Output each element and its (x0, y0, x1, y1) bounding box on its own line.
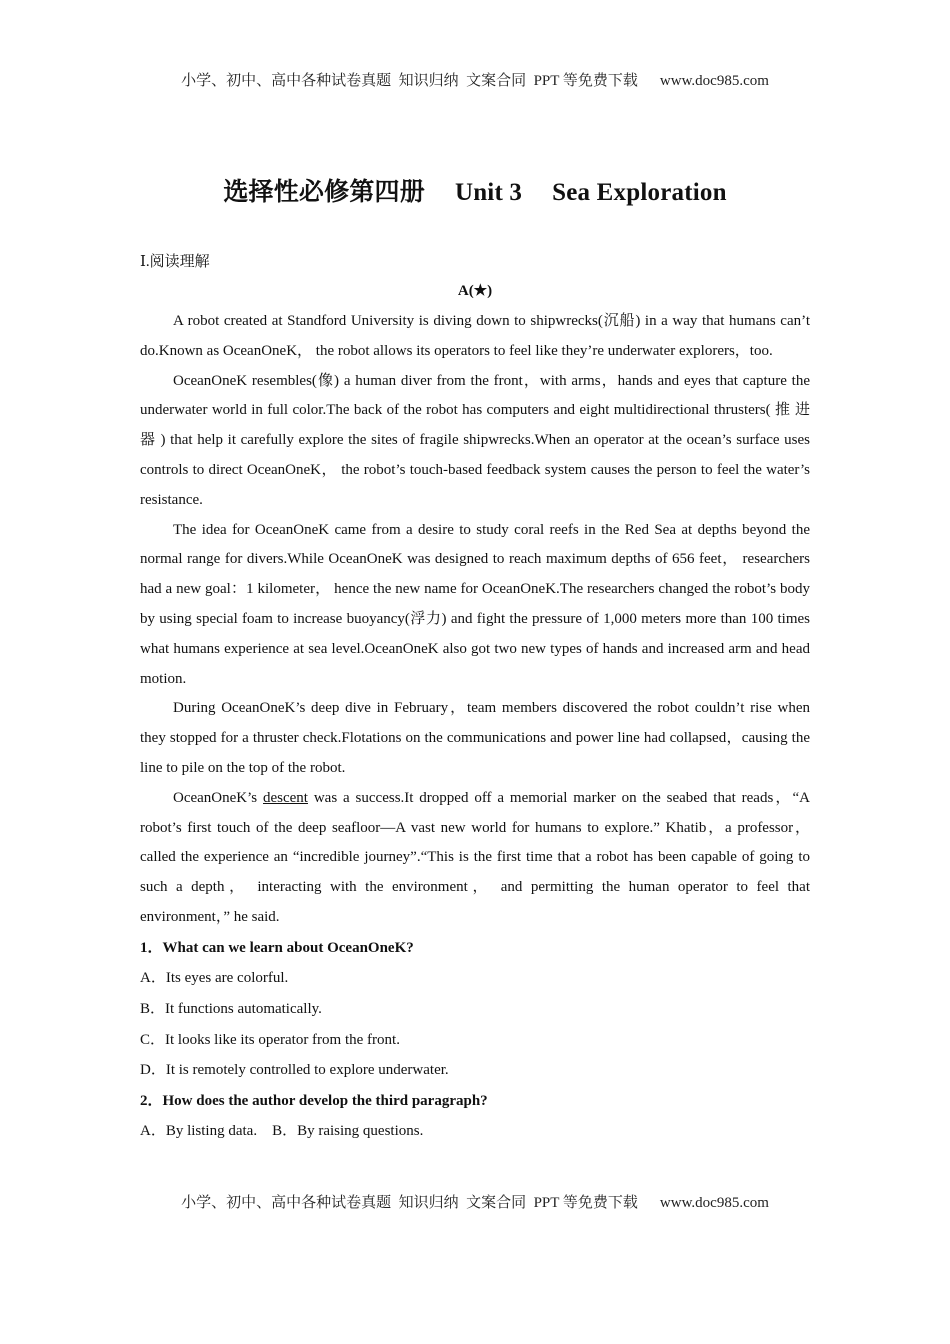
title-cn: 选择性必修第四册 (223, 179, 425, 206)
paragraph-5 (140, 784, 810, 933)
question-2-options-ab: A．By listing data. B．By raising questions. (140, 1123, 424, 1140)
question-1-option-d: D．It is remotely controlled to explore underwater. (140, 1062, 449, 1079)
title-unit: Unit 3 (454, 179, 523, 206)
passage-label: A(★) (457, 283, 493, 299)
title-topic: Sea Exploration (552, 179, 727, 206)
section-heading: Ⅰ.阅读理解 (140, 254, 210, 270)
paragraph-1: A robot created at Standford University is diving down to shipwrecks(沉船) in a way that humans can’t do.Known as OceanOneK， the robot allows its operators to feel like they’re underwater explorers，too. (140, 313, 810, 359)
document-body (140, 307, 810, 1147)
header-site-link[interactable]: www.doc985.com (659, 73, 769, 89)
page-footer (0, 1191, 950, 1212)
underlined-word: descent (263, 789, 308, 806)
footer-text: 小学、初中、高中各种试卷真题 知识归纳 文案合同 PPT 等免费下载 (181, 1195, 638, 1211)
paragraph-4: During OceanOneK’s deep dive in February，team members discovered the robot couldn’t rise when they stopped for a thruster check.Flotations on the communications and power line had collapsed，causing the line to pile on the top of the robot. (140, 700, 810, 776)
p5-after: was a success.It dropped off a memorial marker on the seabed that reads，“A robot’s first touch of the deep seafloor—A vast new world for humans to explore.” Khatib，a professor，called the experience an “incredible journey”.“This is the first time that a robot has been capable of going to such a depth， interacting with the environment， and permitting the human operator to feel that environment，” he said. (140, 789, 810, 925)
paragraph-2: OceanOneK resembles(像) a human diver from the front，with arms，hands and eyes that capture the underwater world in full color.The back of the robot has computers and eight multidirectional thrusters( 推 进 器 ) that help it carefully explore the sites of fragile shipwrecks.When an operator at the ocean’s surface uses controls to direct OceanOneK， the robot’s touch-based feedback system causes the person to feel the water’s resistance. (140, 372, 810, 508)
footer-site-link[interactable]: www.doc985.com (659, 1195, 769, 1211)
question-1-option-b: B．It functions automatically. (140, 1000, 322, 1017)
paragraph-3: The idea for OceanOneK came from a desire to study coral reefs in the Red Sea at depths beyond the normal range for divers.While OceanOneK was designed to reach maximum depths of 656 feet， researchers had a new goal：1 kilometer， hence the new name for OceanOneK.The researchers changed the robot’s body by using special foam to increase buoyancy(浮力) and fight the pressure of 1,000 meters more than 100 times what humans experience at sea level.OceanOneK also got two new types of hands and increased arm and head motion. (140, 521, 810, 687)
question-2-stem: 2．How does the author develop the third paragraph? (140, 1092, 488, 1109)
header-text: 小学、初中、高中各种试卷真题 知识归纳 文案合同 PPT 等免费下载 (181, 73, 638, 89)
question-1-stem: 1．What can we learn about OceanOneK? (140, 939, 414, 956)
p5-before: OceanOneK’s (173, 789, 263, 806)
question-1-option-a: A．Its eyes are colorful. (140, 970, 289, 987)
question-1-option-c: C．It looks like its operator from the front. (140, 1031, 400, 1048)
page-header (0, 69, 950, 90)
page-title (0, 172, 950, 208)
